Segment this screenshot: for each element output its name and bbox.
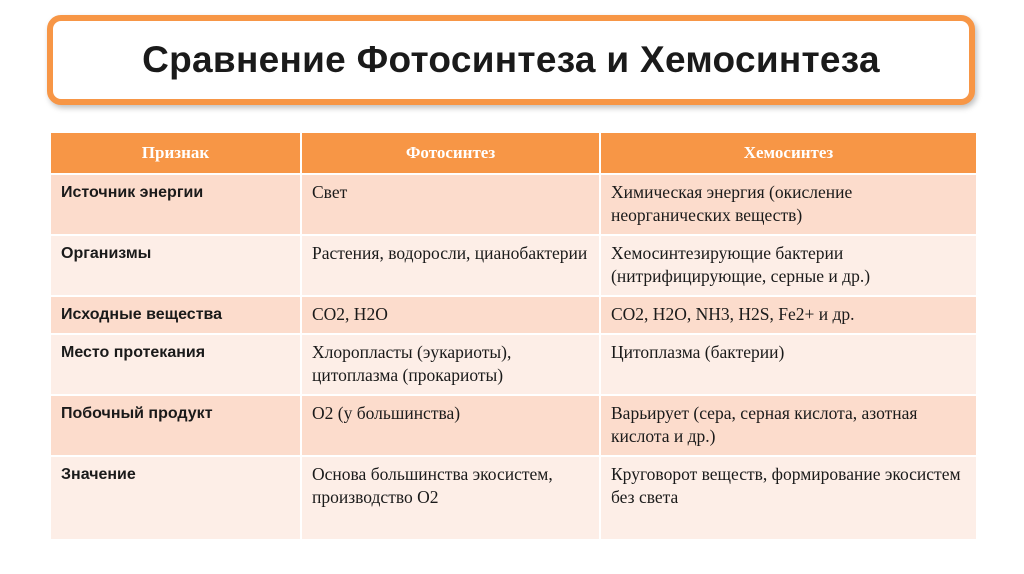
chemosynthesis-cell: Химическая энергия (окисление неорганических веществ)	[600, 174, 976, 235]
chemosynthesis-cell: Варьирует (сера, серная кислота, азотная кислота и др.)	[600, 395, 976, 456]
table-row	[51, 174, 976, 235]
photosynthesis-cell: CO2, H2O	[301, 296, 600, 334]
chemosynthesis-cell: Круговорот веществ, формирование экосистем без света	[600, 456, 976, 540]
table-row	[51, 296, 976, 334]
table-row	[51, 334, 976, 395]
photosynthesis-cell: Хлоропласты (эукариоты), цитоплазма (прокариоты)	[301, 334, 600, 395]
photosynthesis-cell: Свет	[301, 174, 600, 235]
feature-cell: Исходные вещества	[51, 296, 301, 334]
feature-cell: Организмы	[51, 235, 301, 296]
table-row	[51, 456, 976, 540]
header-photosynthesis: Фотосинтез	[301, 133, 600, 174]
table-header-row	[51, 133, 976, 174]
chemosynthesis-cell: CO2, H2O, NH3, H2S, Fe2+ и др.	[600, 296, 976, 334]
header-chemosynthesis: Хемосинтез	[600, 133, 976, 174]
table-row	[51, 395, 976, 456]
feature-cell: Источник энергии	[51, 174, 301, 235]
feature-cell: Значение	[51, 456, 301, 540]
table-row	[51, 235, 976, 296]
chemosynthesis-cell: Цитоплазма (бактерии)	[600, 334, 976, 395]
chemosynthesis-cell: Хемосинтезирующие бактерии (нитрифицирующие, серные и др.)	[600, 235, 976, 296]
slide-title: Сравнение Фотосинтеза и Хемосинтеза	[142, 39, 880, 80]
photosynthesis-cell: Основа большинства экосистем, производство O2	[301, 456, 600, 540]
photosynthesis-cell: Растения, водоросли, цианобактерии	[301, 235, 600, 296]
header-feature: Признак	[51, 133, 301, 174]
feature-cell: Место протекания	[51, 334, 301, 395]
feature-cell: Побочный продукт	[51, 395, 301, 456]
title-frame	[47, 15, 975, 105]
comparison-table	[51, 133, 976, 541]
photosynthesis-cell: O2 (у большинства)	[301, 395, 600, 456]
